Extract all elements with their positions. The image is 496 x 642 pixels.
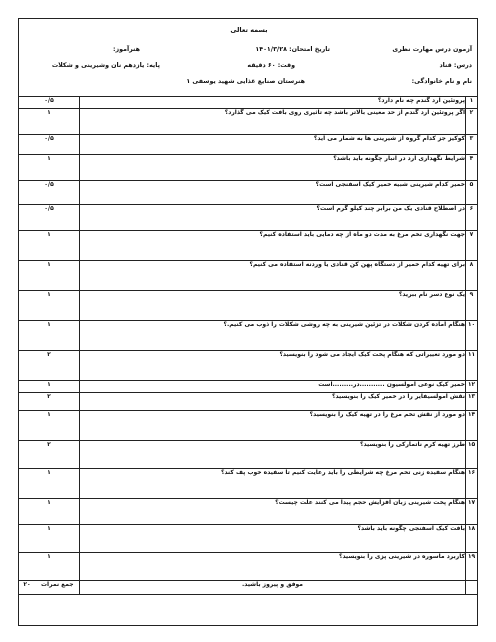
questions-table (18, 96, 478, 595)
question-score: ۱ (19, 499, 80, 525)
question-text: جهت نگهداری تخم مرغ به مدت دو ماه از چه دمایی باید استفاده کنیم؟ (80, 231, 466, 261)
question-score: ۱ (19, 291, 80, 321)
question-number: ۳ (466, 135, 478, 155)
question-row (19, 469, 478, 499)
question-text: برای تهیه کدام خمیر از دستگاه پهن کن قنادی یا وردنه استفاده می کنیم؟ (80, 261, 466, 291)
question-text: هنگام سفیده زنی تخم مرغ چه شرایطی را باید رعایت کنیم تا سفیده خوب پف کند؟ (80, 469, 466, 499)
question-row (19, 393, 478, 411)
question-text: خمیر کدام شیرینی شبیه خمیر کیک اسفنجی است؟ (80, 181, 466, 205)
question-text: در اصطلاح قنادی یک من برابر چند کیلو گرم است؟ (80, 205, 466, 231)
question-row (19, 205, 478, 231)
question-score: ۰/۵ (19, 205, 80, 231)
question-text: هنگام پخت شیرینی زبان افزایش حجم پیدا می کنند علت چیست؟ (80, 499, 466, 525)
closing-wish: موفق و پیروز باشید. (80, 581, 466, 595)
question-row (19, 97, 478, 109)
question-row (19, 261, 478, 291)
footer-row (19, 581, 478, 595)
question-text: بافت کیک اسفنجی چگونه باید باشد؟ (80, 525, 466, 553)
question-score: ۰/۵ (19, 181, 80, 205)
question-row (19, 155, 478, 181)
question-score: ۱ (19, 411, 80, 441)
question-number: ۶ (466, 205, 478, 231)
question-text: کوکیز جز کدام گروه از شیرینی ها به شمار می آید؟ (80, 135, 466, 155)
question-number: ۵ (466, 181, 478, 205)
question-number: ۸ (466, 261, 478, 291)
question-row (19, 381, 478, 393)
duration-field: وقت: ۶۰ دقیقه (247, 62, 295, 69)
question-number: ۴ (466, 155, 478, 181)
question-number: ۹ (466, 291, 478, 321)
student-name-field: نام و نام خانوادگی: (411, 78, 472, 85)
question-number: ۷ (466, 231, 478, 261)
question-text: خمیر کیک نوعی امولسیون ...........در.........است (80, 381, 466, 393)
exam-title: آزمون درس مهارت نظری (392, 46, 472, 53)
basmala: بسمه تعالی (230, 26, 268, 34)
question-row (19, 321, 478, 351)
question-row (19, 441, 478, 469)
question-row (19, 411, 478, 441)
exam-sheet (18, 18, 480, 628)
question-text: کاربرد ماسوره در شیرینی پزی را بنویسید؟ (80, 553, 466, 581)
question-score: ۲ (19, 441, 80, 469)
question-score: ۰/۵ (19, 135, 80, 155)
question-row (19, 181, 478, 205)
question-score: ۱ (19, 321, 80, 351)
course-field: درس: قناد (439, 62, 472, 69)
question-row (19, 231, 478, 261)
question-text: دو مورد از نقش تخم مرغ را در تهیه کیک را بنویسید؟ (80, 411, 466, 441)
question-text: یک نوع دسر نام ببرید؟ (80, 291, 466, 321)
question-text: دو مورد تغییراتی که هنگام پخت کیک ایجاد می شود را بنویسید؟ (80, 351, 466, 381)
question-number: ۱۸ (466, 525, 478, 553)
question-number: ۱۴ (466, 411, 478, 441)
question-number: ۱۷ (466, 499, 478, 525)
question-score: ۱ (19, 261, 80, 291)
total-score-value: ۲۰ (23, 581, 31, 588)
grade-field: پایه: یازدهم نان وشیرینی و شکلات (51, 62, 160, 69)
question-score: ۰/۵ (19, 97, 80, 109)
question-text: پروتئین آرد گندم چه نام دارد؟ (80, 97, 466, 109)
school-name: هنرستان صنایع غذایی شهید یوسفی ۱ (186, 78, 305, 85)
question-number: ۱۱ (466, 351, 478, 381)
question-row (19, 291, 478, 321)
question-number: ۱۶ (466, 469, 478, 499)
total-score-label: جمع نمرات (41, 581, 74, 588)
exam-date: تاریخ امتحان: ۱۴۰۱/۳/۲۸ (255, 46, 330, 53)
question-score: ۱ (19, 553, 80, 581)
question-score: ۱ (19, 525, 80, 553)
question-number: ۱۲ (466, 381, 478, 393)
question-score: ۱ (19, 381, 80, 393)
question-score: ۲ (19, 393, 80, 411)
question-score: ۲ (19, 351, 80, 381)
question-number: ۱۰ (466, 321, 478, 351)
question-number: ۱۵ (466, 441, 478, 469)
question-text: اگر پروتئین آرد گندم از حد معینی بالاتر باشد چه تاثیری روی بافت کیک می گذارد؟ (80, 109, 466, 135)
question-score: ۱ (19, 155, 80, 181)
question-text: طرز تهیه کرم ناتمارکی را بنویسید؟ (80, 441, 466, 469)
teacher-field: هنرآموز: (112, 46, 140, 53)
question-number: ۱۹ (466, 553, 478, 581)
question-score: ۱ (19, 469, 80, 499)
question-row (19, 351, 478, 381)
question-number: ۱۳ (466, 393, 478, 411)
question-number: ۲ (466, 109, 478, 135)
question-row (19, 553, 478, 581)
question-text: هنگام آماده کردن شکلات در تزئین شیرینی به چه روشی شکلات را ذوب می کنیم.؟ (80, 321, 466, 351)
question-score: ۱ (19, 231, 80, 261)
question-row (19, 109, 478, 135)
question-text: نقش امولسیفایر را در خمیر کیک را بنویسید؟ (80, 393, 466, 411)
question-score: ۱ (19, 109, 80, 135)
question-text: شرایط نگهداری آرد در انبار چگونه باید باشد؟ (80, 155, 466, 181)
total-score-cell (19, 581, 80, 595)
question-number: ۱ (466, 97, 478, 109)
question-row (19, 499, 478, 525)
question-row (19, 135, 478, 155)
question-row (19, 525, 478, 553)
